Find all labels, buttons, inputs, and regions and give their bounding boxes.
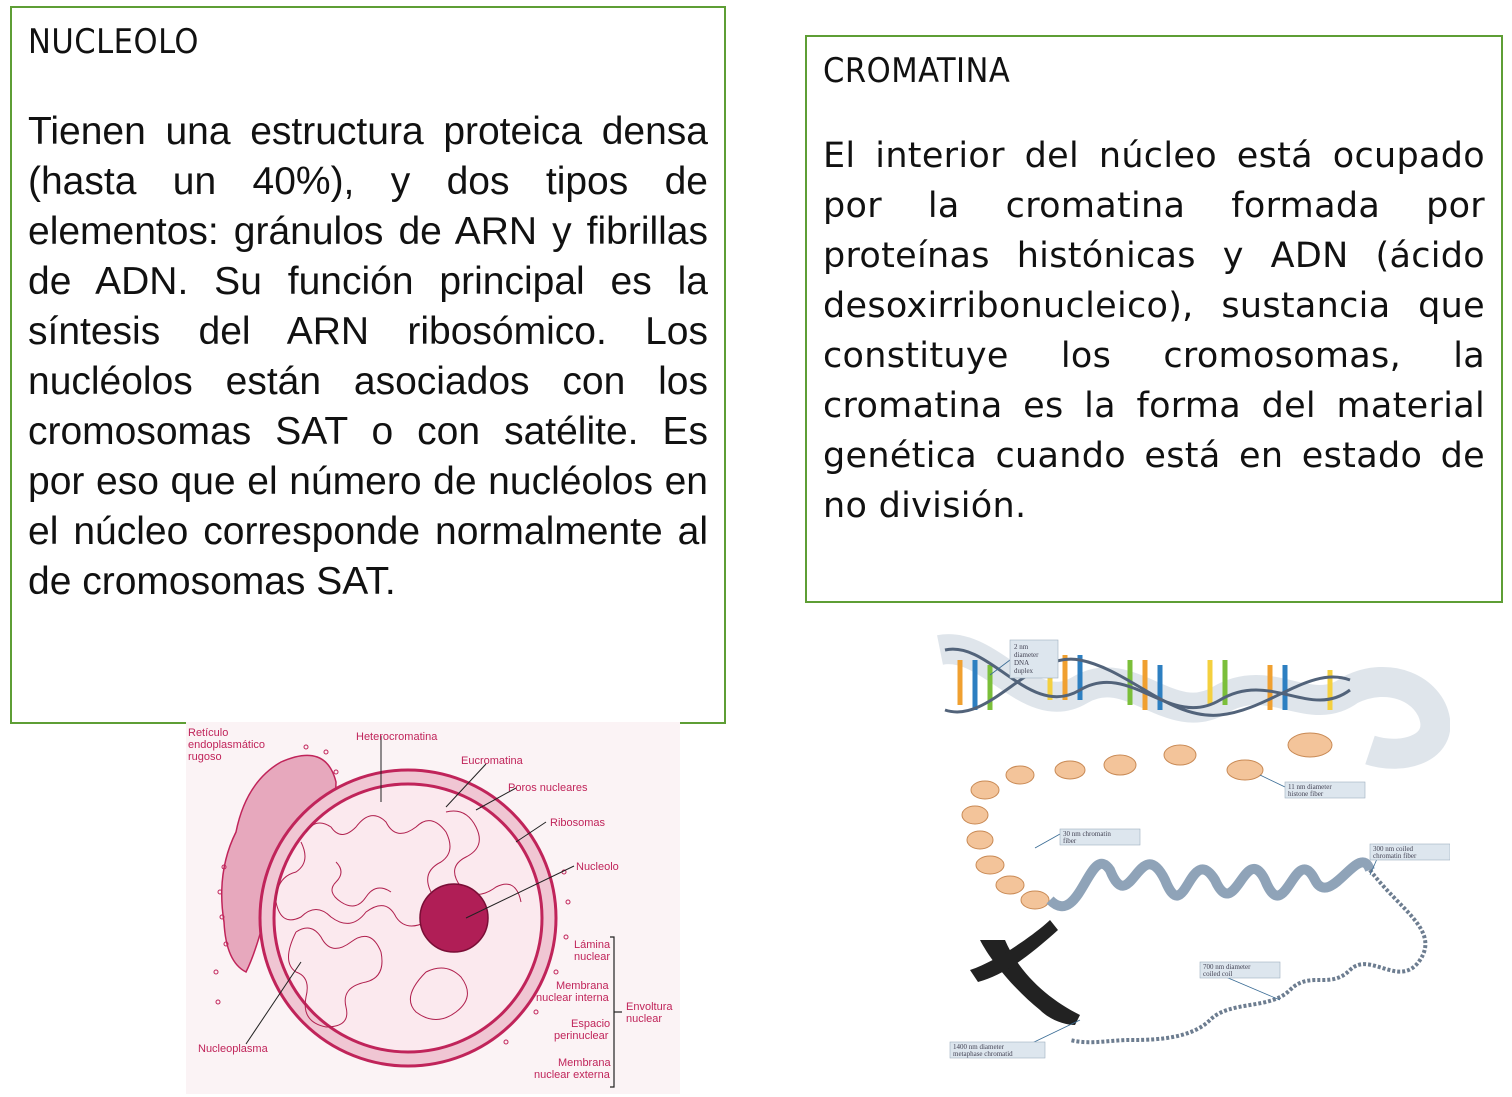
label-heterocromatina: Heterocromatina — [356, 731, 438, 743]
chromatin-label-dna-4: duplex — [1014, 667, 1034, 675]
metaphase-chromosome — [970, 920, 1080, 1025]
label-memb-ext-1: Membrana — [558, 1057, 611, 1069]
label-espacio-2: perinuclear — [554, 1030, 609, 1042]
label-lamina-1: Lámina — [574, 939, 611, 951]
label-memb-int-2: nuclear interna — [536, 992, 609, 1004]
chromatin-label-1400nm-1: 1400 nm diameter — [953, 1043, 1004, 1051]
cell-nucleus-diagram — [186, 722, 680, 1094]
chromatin-label-dna-3: DNA — [1014, 659, 1030, 667]
chromatin-label-700nm-2: coiled coil — [1203, 970, 1233, 978]
label-reticulo-2: endoplasmático — [188, 739, 266, 751]
label-reticulo-3: rugoso — [188, 751, 222, 763]
label-envoltura-2: nuclear — [626, 1013, 663, 1025]
label-memb-ext-2: nuclear externa — [534, 1069, 610, 1081]
nucleolo-body: Tienen una estructura proteica densa (hasta un 40%), y dos tipos de elementos: gránulos de ARN y fibrillas de ADN. Su función principal es la síntesis del ARN ribosómico. Los nucléolos están asociados con los cromosomas SAT o con satélite. Es por eso que el número de nucléolos en el núcleo corresponde normalmente al de cromosomas SAT. — [28, 110, 708, 603]
nucleolus-shape — [420, 884, 488, 952]
chromatin-compaction-diagram — [930, 630, 1450, 1070]
chromatin-label-30nm-2: fiber — [1063, 837, 1077, 845]
chromatin-label-300nm-1: 300 nm coiled — [1373, 845, 1414, 853]
cromatina-title: CROMATINA — [823, 51, 1011, 91]
label-envoltura-1: Envoltura — [626, 1001, 673, 1013]
cromatina-body: El interior del núcleo está ocupado por la cromatina formada por proteínas histónicas y ADN (ácido desoxirribonucleico), sustancia que constituye los cromosomas, la cromatina es la forma del material genética cuando está en estado de no división. — [823, 136, 1485, 526]
nucleolo-title: NUCLEOLO — [28, 22, 199, 62]
chromatin-label-histone-2: histone fiber — [1288, 790, 1324, 798]
chromatin-label-histone-1: 11 nm diameter — [1288, 783, 1332, 791]
nucleolo-card — [10, 6, 726, 724]
chromatin-label-30nm-1: 30 nm chromatin — [1063, 830, 1111, 838]
label-ribosomas: Ribosomas — [550, 817, 606, 829]
label-espacio-1: Espacio — [571, 1018, 611, 1030]
label-memb-int-1: Membrana — [556, 980, 609, 992]
chromatin-label-700nm-1: 700 nm diameter — [1203, 963, 1251, 971]
cromatina-card — [805, 35, 1503, 603]
label-nucleoplasma: Nucleoplasma — [198, 1043, 268, 1055]
coiled-coil-700 — [1070, 870, 1425, 1042]
label-lamina-2: nuclear — [574, 951, 611, 963]
label-poros: Poros nucleares — [508, 782, 588, 794]
chromatin-label-dna-1: 2 nm — [1014, 643, 1029, 651]
nucleosome-beads — [962, 733, 1332, 909]
chromatin-label-dna-2: diameter — [1014, 651, 1039, 659]
chromatin-label-300nm-2: chromatin fiber — [1373, 852, 1417, 860]
label-eucromatina: Eucromatina — [461, 755, 523, 767]
coiled-fiber-300 — [1050, 862, 1370, 906]
chromatin-label-1400nm-2: metaphase chromatid — [953, 1050, 1013, 1058]
label-nucleolo: Nucleolo — [576, 861, 619, 873]
label-reticulo-1: Retículo — [188, 727, 229, 739]
